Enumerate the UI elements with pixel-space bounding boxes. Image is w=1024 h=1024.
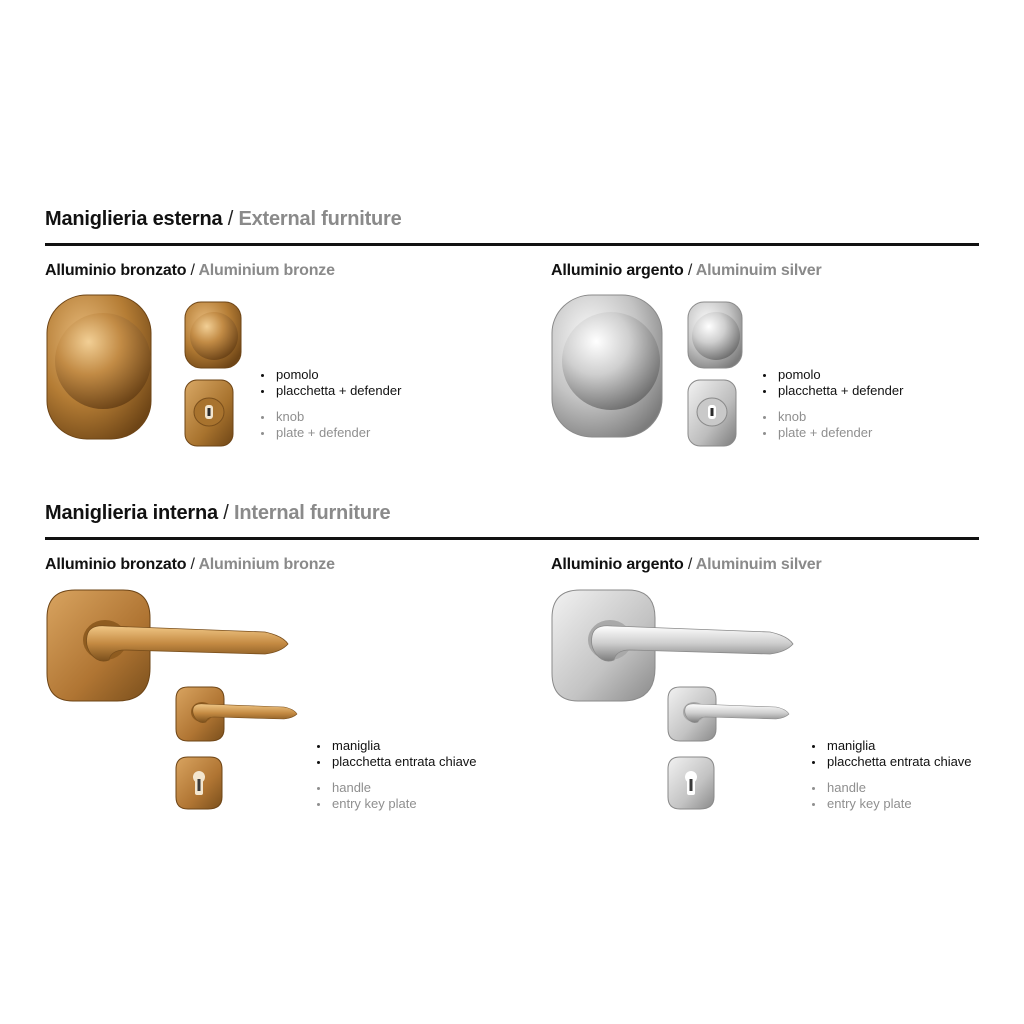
internal-section-title (45, 502, 390, 525)
list-item: knob (761, 409, 903, 425)
external-bronze-list (259, 367, 401, 441)
internal-bronze-title-en: Aluminium bronze (198, 556, 335, 573)
bronze-knob-small-image (183, 300, 243, 370)
list-item: pomolo (761, 367, 903, 383)
list-item: entry key plate (810, 796, 972, 812)
internal-title-en: Internal furniture (234, 502, 391, 524)
silver-handle-small-image (666, 685, 791, 743)
external-bronze-title-en: Aluminium bronze (198, 262, 335, 279)
list-item: placchetta + defender (259, 383, 401, 399)
bronze-knob-large-image (45, 293, 155, 443)
external-silver-title-sep: / (687, 262, 693, 279)
list-item: pomolo (259, 367, 401, 383)
internal-title-sep: / (223, 502, 229, 524)
list-item: maniglia (810, 738, 972, 754)
external-silver-title-en: Aluminuim silver (695, 262, 822, 279)
external-bronze-title (45, 262, 335, 280)
list-item: handle (810, 780, 972, 796)
external-silver-title-it: Alluminio argento (551, 262, 684, 279)
external-silver-list (761, 367, 903, 441)
external-silver-title (551, 262, 822, 280)
internal-bronze-title (45, 556, 335, 574)
internal-silver-title-sep: / (687, 556, 693, 573)
silver-knob-large-image (550, 293, 665, 441)
internal-silver-title-en: Aluminuim silver (695, 556, 822, 573)
list-item: entry key plate (315, 796, 477, 812)
external-title-it: Maniglieria esterna (45, 208, 223, 230)
external-title-en: External furniture (238, 208, 402, 230)
internal-title-it: Maniglieria interna (45, 502, 218, 524)
external-section-title (45, 208, 402, 231)
internal-silver-title (551, 556, 822, 574)
internal-divider (45, 537, 979, 540)
list-item: plate + defender (259, 425, 401, 441)
internal-bronze-list (315, 738, 477, 812)
internal-silver-title-it: Alluminio argento (551, 556, 684, 573)
silver-key-plate-image (666, 755, 716, 811)
external-divider (45, 243, 979, 246)
bronze-key-plate-image (174, 755, 224, 811)
external-bronze-title-sep: / (190, 262, 195, 279)
list-item: handle (315, 780, 477, 796)
silver-knob-small-image (686, 300, 744, 370)
internal-bronze-title-it: Alluminio bronzato (45, 556, 187, 573)
internal-bronze-title-sep: / (190, 556, 195, 573)
bronze-defender-plate-image (183, 378, 235, 448)
silver-defender-plate-image (686, 378, 738, 448)
list-item: maniglia (315, 738, 477, 754)
external-title-sep: / (227, 208, 234, 230)
list-item: placchetta entrata chiave (315, 754, 477, 770)
external-bronze-title-it: Alluminio bronzato (45, 262, 187, 279)
list-item: placchetta entrata chiave (810, 754, 972, 770)
list-item: plate + defender (761, 425, 903, 441)
list-item: knob (259, 409, 401, 425)
bronze-handle-small-image (174, 685, 299, 743)
internal-silver-list (810, 738, 972, 812)
list-item: placchetta + defender (761, 383, 903, 399)
